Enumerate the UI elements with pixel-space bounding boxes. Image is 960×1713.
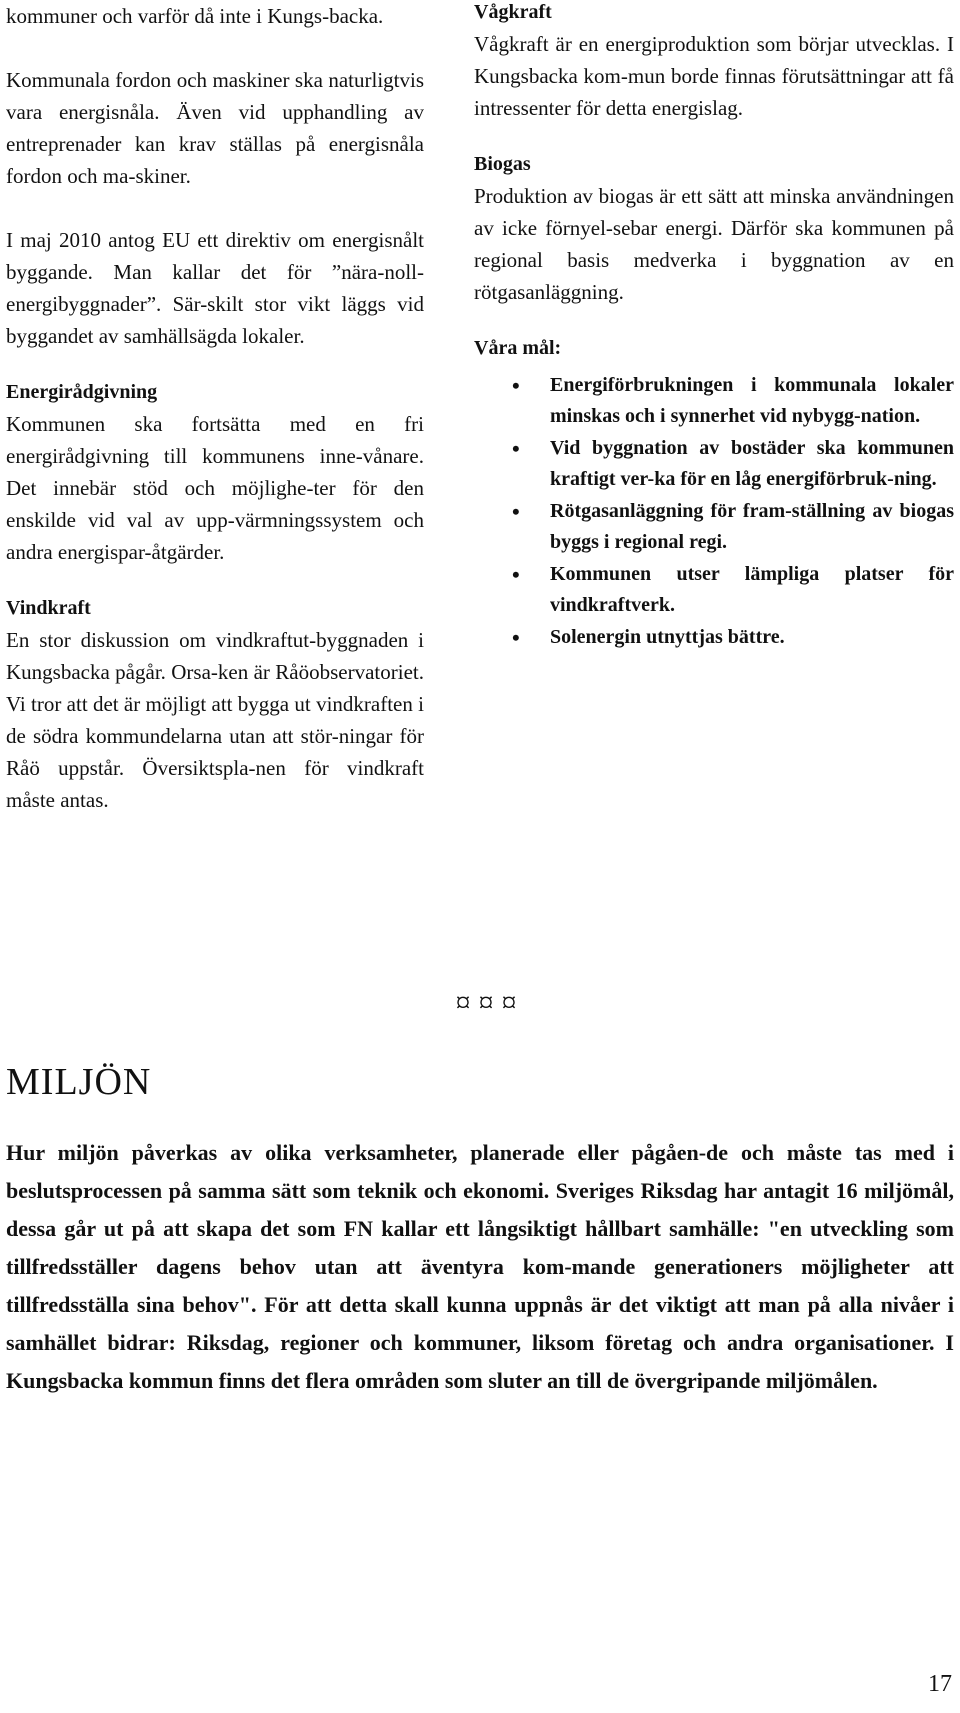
- heading-vara-mal: Våra mål:: [474, 337, 562, 359]
- section-title: MILJÖN: [6, 1061, 152, 1103]
- bullet-icon: •: [512, 499, 520, 524]
- paragraph-vindkraft: En stor diskussion om vindkraftut-byggnaden i Kungsbacka pågår. Orsa-ken är Råöobservatoriet. Vi tror att det är möjligt att bygga ut vindkraften i de södra kommundelarna utan att stör-ningar för Råö uppstår. Översiktspla-nen för vindkraft måste antas.: [6, 628, 424, 812]
- list-item: • Rötgasanläggning för fram-ställning av biogas byggs i regional regi.: [550, 496, 954, 558]
- list-item: • Vid byggnation av bostäder ska kommunen kraftigt ver-ka för en låg energiförbruk-ning.: [550, 433, 954, 495]
- paragraph-eu-direktiv: I maj 2010 antog EU ett direktiv om energisnålt byggande. Man kallar det för ”nära-noll-energibyggnader”. Sär-skilt stor vikt läggs vid byggandet av samhällsägda lokaler.: [6, 228, 424, 348]
- heading-energiradgivning: Energirådgivning: [6, 381, 158, 403]
- bullet-icon: •: [512, 436, 520, 461]
- right-column: [474, 0, 954, 654]
- section-intro: Hur miljön påverkas av olika verksamheter, planerade eller pågåen-de och måste tas med i beslutsprocessen på samma sätt som teknik och ekonomi. Sveriges Riksdag har antagit 16 miljömål, dessa går ut på att skapa det som FN kallar ett långsiktigt hållbart samhälle: "en utveckling som tillfredsställer dagens behov utan att äventyra kom-mande generationers möjligheter att tillfredsställa sina behov". För att detta skall kunna uppnås är det viktigt att man på alla nivåer i samhället bidrar: Riksdag, regioner och kommuner, liksom företag och andra organisationer. I Kungsbacka kommun finns det flera områden som sluter an till de övergripande miljömålen.: [6, 1140, 954, 1393]
- list-item: • Energiförbrukningen i kommunala lokaler minskas och i synnerhet vid nybygg-nation.: [550, 370, 954, 432]
- heading-vagkraft: Vågkraft: [474, 1, 552, 23]
- left-column: [6, 0, 424, 816]
- list-item: • Solenergin utnyttjas bättre.: [550, 622, 954, 653]
- paragraph-vagkraft: Vågkraft är en energiproduktion som börjar utvecklas. I Kungsbacka kom-mun borde finnas förutsättningar att få intressenter för detta energislag.: [474, 32, 954, 120]
- paragraph-kommuner: kommuner och varför då inte i Kungs-backa.: [6, 4, 384, 28]
- paragraph-energiradgivning: Kommunen ska fortsätta med en fri energirådgivning till kommunens inne-vånare. Det innebär stöd och möjlighe-ter för den enskilde vid val av upp-värmningssystem och andra energispar-åtgärder.: [6, 412, 424, 564]
- heading-biogas: Biogas: [474, 153, 531, 175]
- section-separator: ¤¤¤: [455, 986, 525, 1019]
- paragraph-biogas: Produktion av biogas är ett sätt att minska användningen av icke förnyel-sebar energi. Därför ska kommunen på regional basis medverka i byggnation av en rötgasanläggning.: [474, 184, 954, 304]
- page-number: 17: [928, 1671, 952, 1697]
- heading-vindkraft: Vindkraft: [6, 597, 91, 619]
- list-item: • Kommunen utser lämpliga platser för vindkraftverk.: [550, 559, 954, 621]
- goals-list: [474, 370, 954, 653]
- bullet-icon: •: [512, 373, 520, 398]
- paragraph-fordon: Kommunala fordon och maskiner ska naturligtvis vara energisnåla. Även vid upphandling av entreprenader kan krav ställas på energisnåla fordon och ma-skiner.: [6, 68, 424, 188]
- bullet-icon: •: [512, 625, 520, 650]
- bullet-icon: •: [512, 562, 520, 587]
